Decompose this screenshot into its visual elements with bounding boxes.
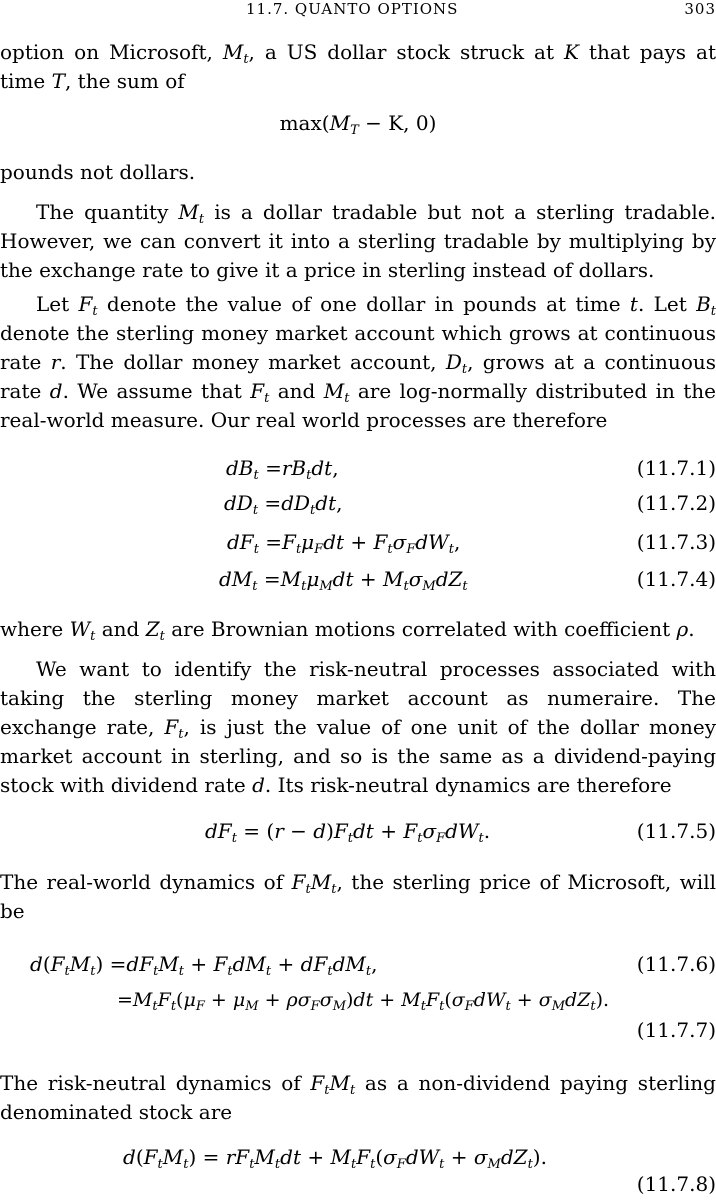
paragraph-brownian: where $W_t$ and $Z_t$ are Brownian motions correlated with coefficient ρ.: [0, 617, 695, 644]
page-number: 303: [684, 0, 716, 18]
equation-11-7-8: $d(F_tM_t) = rF_tM_tdt + M_tF_t(\sigma_FdW_t + \sigma_MdZ_t)$.: [123, 1145, 547, 1172]
equation-11-7-7: $=M_tF_t(\mu_F + \mu_M + \rho\sigma_F\sigma_M)dt + M_tF_t(\sigma_FdW_t + \sigma_MdZ_t)$.: [117, 989, 610, 1014]
paragraph-option-description: option on Microsoft, $M_t$, a US dollar stock struck at K that pays at time T, the sum of: [0, 40, 716, 93]
equation-max-payoff: $\max(M_T - K$, 0): [279, 111, 437, 138]
paragraph-quantity: The quantity $M_t$ is a dollar tradable but not a sterling tradable. However, we can convert it into a sterling tradable by multiplying by the exchange rate to give it a price in sterling instead of dollars.: [0, 200, 716, 282]
equation-11-7-5: $dF_t = (r - d)F_tdt + F_t\sigma_FdW_t$.: [205, 819, 491, 846]
paragraph-pounds: pounds not dollars.: [0, 160, 196, 184]
equation-number: (11.7.5): [636, 819, 716, 843]
equation-11-7-3: $dF_t =F_t\mu_Fdt + F_t\sigma_FdW_t$,: [227, 530, 461, 557]
paragraph-real-world-dynamics: The real-world dynamics of $F_tM_t$, the sterling price of Microsoft, will be: [0, 870, 716, 923]
equation-number: (11.7.8): [636, 1172, 716, 1196]
equation-number: (11.7.2): [636, 491, 716, 515]
equation-number: (11.7.1): [636, 456, 716, 480]
equation-number: (11.7.4): [636, 567, 716, 591]
header-title: 11.7. QUANTO OPTIONS: [246, 0, 459, 18]
paragraph-risk-neutral: We want to identify the risk-neutral processes associated with taking the sterling money market account as numeraire. The exchange rate, $F_t$, is just the value of one unit of the dollar money market account in sterling, and so is the same as a dividend-paying stock with dividend rate d. Its risk-neutral dynamics are therefore: [0, 657, 716, 797]
equation-11-7-4: $dM_t =M_t\mu_Mdt + M_t\sigma_MdZ_t$: [219, 567, 468, 594]
paragraph-risk-neutral-sterling: The risk-neutral dynamics of $F_tM_t$ as a non-dividend paying sterling denominated stock are: [0, 1071, 716, 1124]
equation-number: (11.7.7): [636, 1018, 716, 1042]
equation-11-7-2: $dD_t =dD_tdt$,: [224, 491, 343, 518]
equation-11-7-6: $d(F_tM_t) =dF_tM_t + F_tdM_t + dF_tdM_t$,: [30, 952, 378, 979]
equation-number: (11.7.6): [636, 952, 716, 976]
equation-11-7-1: $dB_t =rB_tdt$,: [226, 456, 339, 483]
paragraph-definitions: Let $F_t$ denote the value of one dollar in pounds at time t. Let $B_t$ denote the sterling money market account which grows at continuous rate r. The dollar money market account, $D_t$, grows at a continuous rate d. We assume that $F_t$ and $M_t$ are log-normally distributed in the real-world measure. Our real world processes are therefore: [0, 292, 716, 432]
running-header: [0, 0, 716, 22]
equation-number: (11.7.3): [636, 530, 716, 554]
